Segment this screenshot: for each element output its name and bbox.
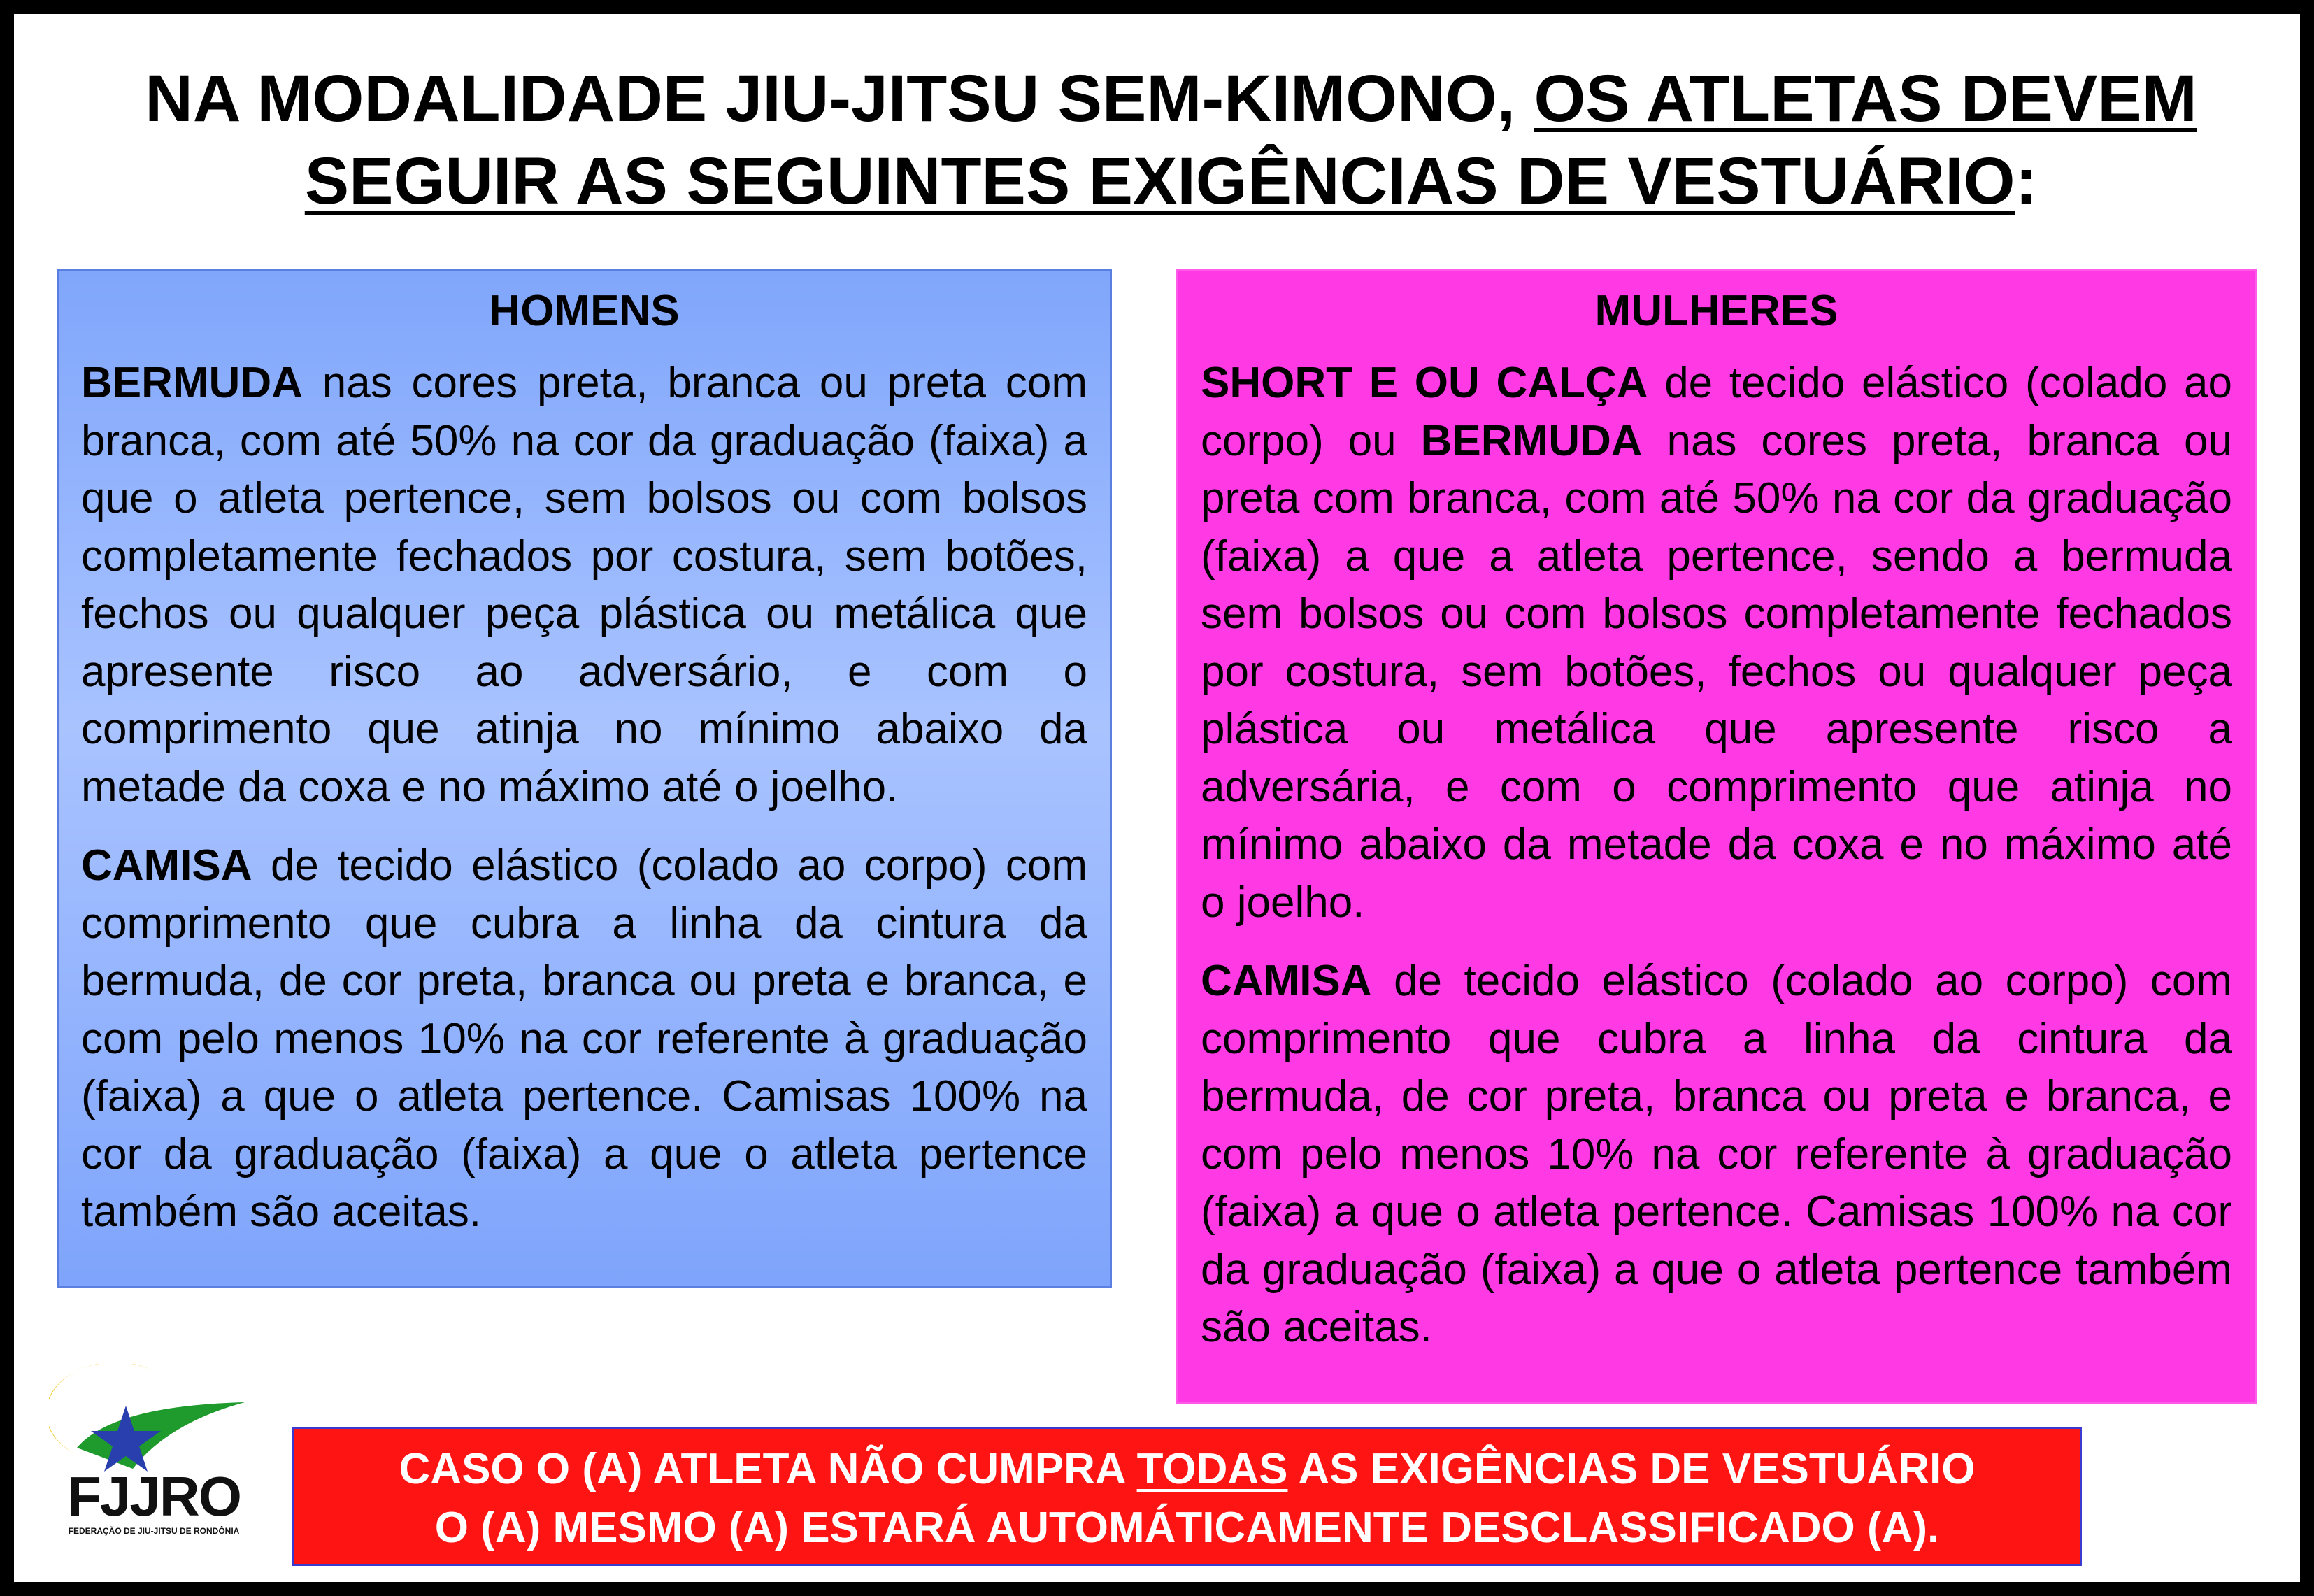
women-shorts-keyword: SHORT E OU CALÇA	[1201, 359, 1648, 407]
women-bermuda-keyword: BERMUDA	[1420, 416, 1643, 465]
logo-text: FJJRO	[67, 1465, 241, 1527]
title-line1-underlined: OS ATLETAS DEVEM	[1534, 62, 2197, 136]
title-line1-plain: NA MODALIDADE JIU-JITSU SEM-KIMONO,	[145, 62, 1534, 136]
women-shorts-paragraph	[1201, 355, 2232, 932]
women-shirt-paragraph	[1201, 953, 2232, 1357]
men-heading: HOMENS	[489, 287, 680, 335]
men-requirements-box	[57, 269, 1112, 1288]
men-shirt-text: de tecido elástico (colado ao corpo) com comprimento que cubra a linha da cintura da bermuda, de cor preta, branca ou preta e branca, e com pelo menos 10% na cor referente à graduação (faixa) a que o atleta pertence. Camisas 100% na cor da graduação (faixa) a que o atleta pertence também são aceitas.	[81, 841, 1087, 1236]
logo-subtitle: FEDERAÇÃO DE JIU-JITSU DE RONDÔNIA	[68, 1526, 240, 1536]
women-requirements-box	[1176, 269, 2257, 1404]
logo-star-icon	[49, 1364, 259, 1476]
men-shorts-keyword: BERMUDA	[81, 359, 303, 407]
title-line2-plain: :	[2015, 144, 2038, 218]
men-shorts-text: nas cores preta, branca ou preta com branca, com até 50% na cor da graduação (faixa) a que o atleta pertence, sem bolsos ou com bolsos completamente fechados por costura, sem botões, fechos ou qualquer peça plástica ou metálica que apresente risco ao adversário, e com o comprimento que atinja no mínimo abaixo da metade da coxa e no máximo até o joelho.	[81, 359, 1087, 811]
warning-line2: O (A) MESMO (A) ESTARÁ AUTOMÁTICAMENTE DESCLASSIFICADO (A).	[434, 1504, 1940, 1552]
women-shorts-text: de tecido elástico (colado ao corpo) ou	[1201, 359, 2232, 465]
fjjro-logo	[49, 1364, 259, 1546]
warning-line1-underlined: TODAS	[1136, 1445, 1288, 1493]
men-shirt-paragraph	[81, 837, 1087, 1241]
title-line2-underlined: SEGUIR AS SEGUINTES EXIGÊNCIAS DE VESTUÁRIO	[304, 144, 2015, 218]
disqualification-warning	[292, 1427, 2082, 1566]
women-heading: MULHERES	[1594, 287, 1838, 335]
women-bermuda-text: nas cores preta, branca ou preta com branca, com até 50% na cor da graduação (faixa) a que a atleta pertence, sendo a bermuda sem bolsos ou com bolsos completamente fechados por costura, sem botões, fechos ou qualquer peça plástica ou metálica que apresente risco a adversária, e com o comprimento que atinja no mínimo abaixo da metade da coxa e no máximo até o joelho.	[1201, 416, 2232, 927]
men-shorts-paragraph	[81, 355, 1087, 816]
women-shirt-keyword: CAMISA	[1201, 957, 1372, 1005]
men-shirt-keyword: CAMISA	[81, 841, 252, 890]
page-title	[56, 57, 2286, 222]
warning-line1-end: AS EXIGÊNCIAS DE VESTUÁRIO	[1287, 1445, 1976, 1493]
warning-line1-start: CASO O (A) ATLETA NÃO CUMPRA	[399, 1445, 1137, 1493]
women-shirt-text: de tecido elástico (colado ao corpo) com comprimento que cubra a linha da cintura da bermuda, de cor preta, branca ou preta e branca, e com pelo menos 10% na cor referente à graduação (faixa) a que o atleta pertence. Camisas 100% na cor da graduação (faixa) a que o atleta pertence também são aceitas.	[1201, 957, 2232, 1351]
